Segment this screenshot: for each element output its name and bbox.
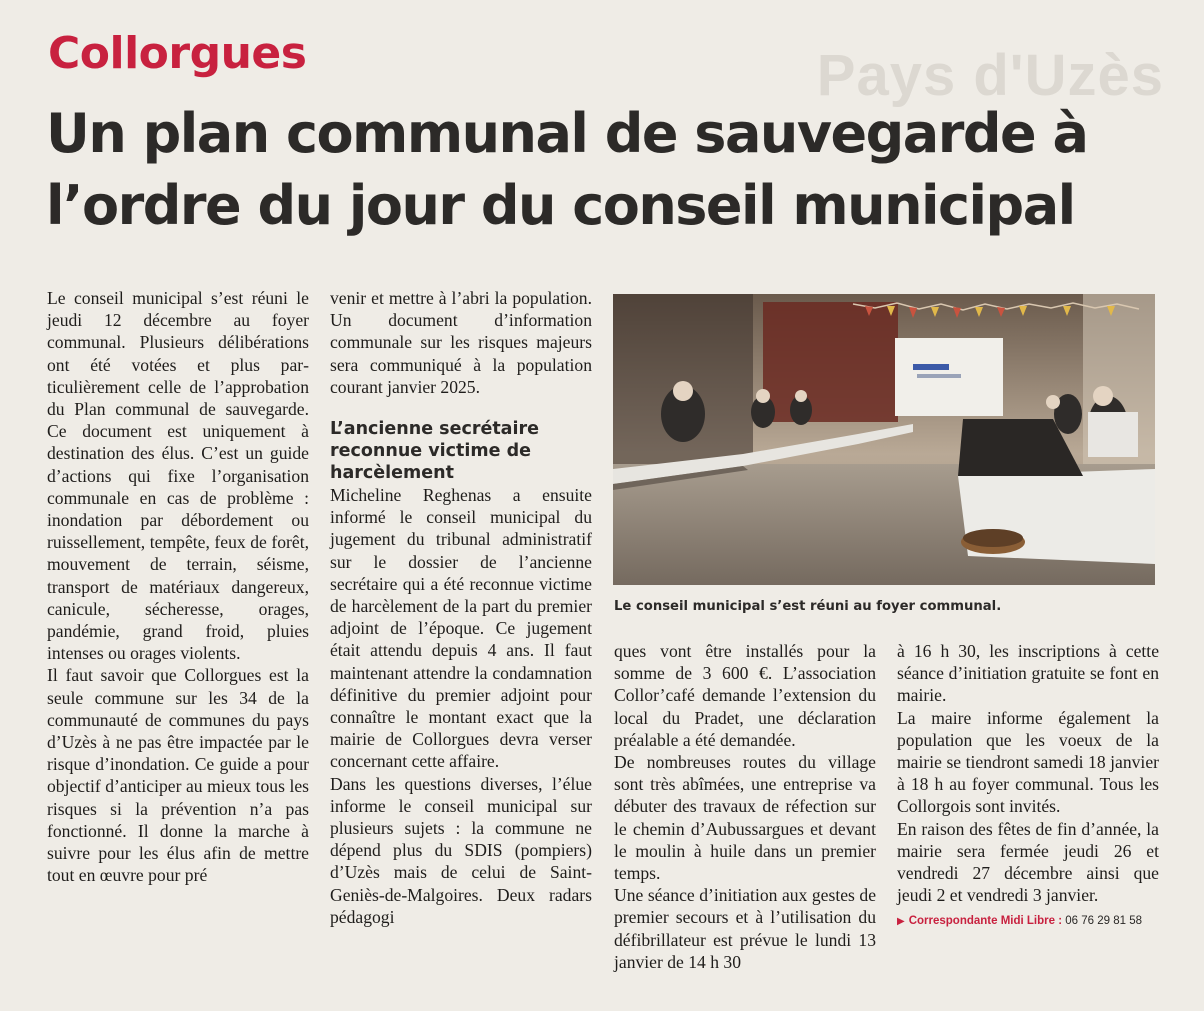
body-paragraph: La maire informe également la population que les voeux de la mairie se tiendront samedi 18 janvier à 18 h au foyer communal. Tous les Collorgois sont invités. — [897, 707, 1159, 817]
triangle-right-icon: ▶ — [897, 916, 905, 928]
article-subhead: L’ancienne secrétaire reconnue victime de harcèlement — [330, 419, 539, 484]
correspondent-signature — [897, 910, 1159, 933]
council-meeting-photo — [613, 294, 1155, 585]
article-headline: Un plan communal de sauvegarde à l’ordre du jour du conseil municipal — [46, 102, 1088, 237]
adjacent-page-ghost-title: Pays d'Uzès — [816, 43, 1164, 108]
body-paragraph: ques vont être installés pour la somme de 3 600 €. L’association Collor’café demande l’extension du local du Pradet, une déclaration préalable a été demandée. — [614, 641, 876, 750]
article-column-2 — [330, 287, 592, 928]
article-kicker: Collorgues — [48, 28, 307, 79]
body-paragraph: Dans les questions diverses, l’élue informe le conseil municipal sur plusieurs sujets : la commune ne dépend plus du SDIS (pompiers) d’Uzès mais de celui de Saint-Geniès-de-Malgoires. Deux radars pédagogi — [330, 773, 592, 927]
body-paragraph: Micheline Reghenas a ensuite informé le conseil municipal du jugement du tribunal administratif sur le dossier de l’ancienne secrétaire qui a été reconnue victime de harcèlement de la part du premier adjoint de l’époque. Ce jugement était attendu depuis 4 ans. Il faut maintenant attendre la condamnation définitive du premier adjoint pour connaître le montant exact que la mairie de Collorgues devra verser concernant cette affaire. — [330, 485, 592, 772]
body-paragraph: à 16 h 30, les inscriptions à cette séance d’initiation gratuite se font en mairie. — [897, 641, 1159, 706]
article-column-3 — [614, 640, 876, 973]
body-paragraph: venir et mettre à l’abri la population. Un document d’information communale sur les risques majeurs sera communiqué à la population courant janvier 2025. — [330, 288, 592, 397]
correspondent-label: Correspondante Midi Libre : — [908, 915, 1063, 928]
body-paragraph: Une séance d’initiation aux gestes de premier secours et à l’utilisation du défibrillateur est prévue le lundi 13 janvier de 14 h 30 — [614, 885, 876, 972]
correspondent-phone: 06 76 29 81 58 — [1065, 915, 1142, 928]
photo-caption: Le conseil municipal s’est réuni au foyer communal. — [614, 599, 1002, 614]
article-column-1 — [47, 287, 309, 886]
photo-illustration — [613, 294, 1155, 585]
body-paragraph: Il faut savoir que Collorgues est la seule commune sur les 34 de la communauté de communes du pays d’Uzès à ne pas être impactée par le risque d’inondation. Ce guide a pour objectif d’anticiper au mieux tous les risques si la prévention n’a pas fonctionné. Il donne la marche à suivre pour les élus afin de mettre tout en œuvre pour pré — [47, 665, 309, 886]
article-column-4 — [897, 640, 1159, 934]
body-paragraph: En raison des fêtes de fin d’année, la mairie sera fermée jeudi 26 et vendredi 27 décembre ainsi que jeudi 2 et vendredi 3 janvier. — [897, 818, 1159, 906]
body-paragraph: De nombreuses routes du village sont très abîmées, une entreprise va débuter des travaux de réfection sur le chemin d’Aubussargues et devant le moulin à huile dans un premier temps. — [614, 752, 876, 884]
body-paragraph: Le conseil municipal s’est réuni le jeudi 12 décembre au foyer communal. Plusieurs délibérations ont été votées et plus particulièrement celle de l’approbation du Plan communal de sauvegarde. Ce document est uniquement à destination des élus. C’est un guide d’actions qui fixe l’organisation communale en cas de problème : inondation par débordement ou ruissellement, tempête, feux de forêt, mouvement de terrain, séisme, transport de matériaux dangereux, canicule, sécheresse, orages, pandémie, grand froid, pluies intenses ou orages violents. — [47, 288, 309, 664]
